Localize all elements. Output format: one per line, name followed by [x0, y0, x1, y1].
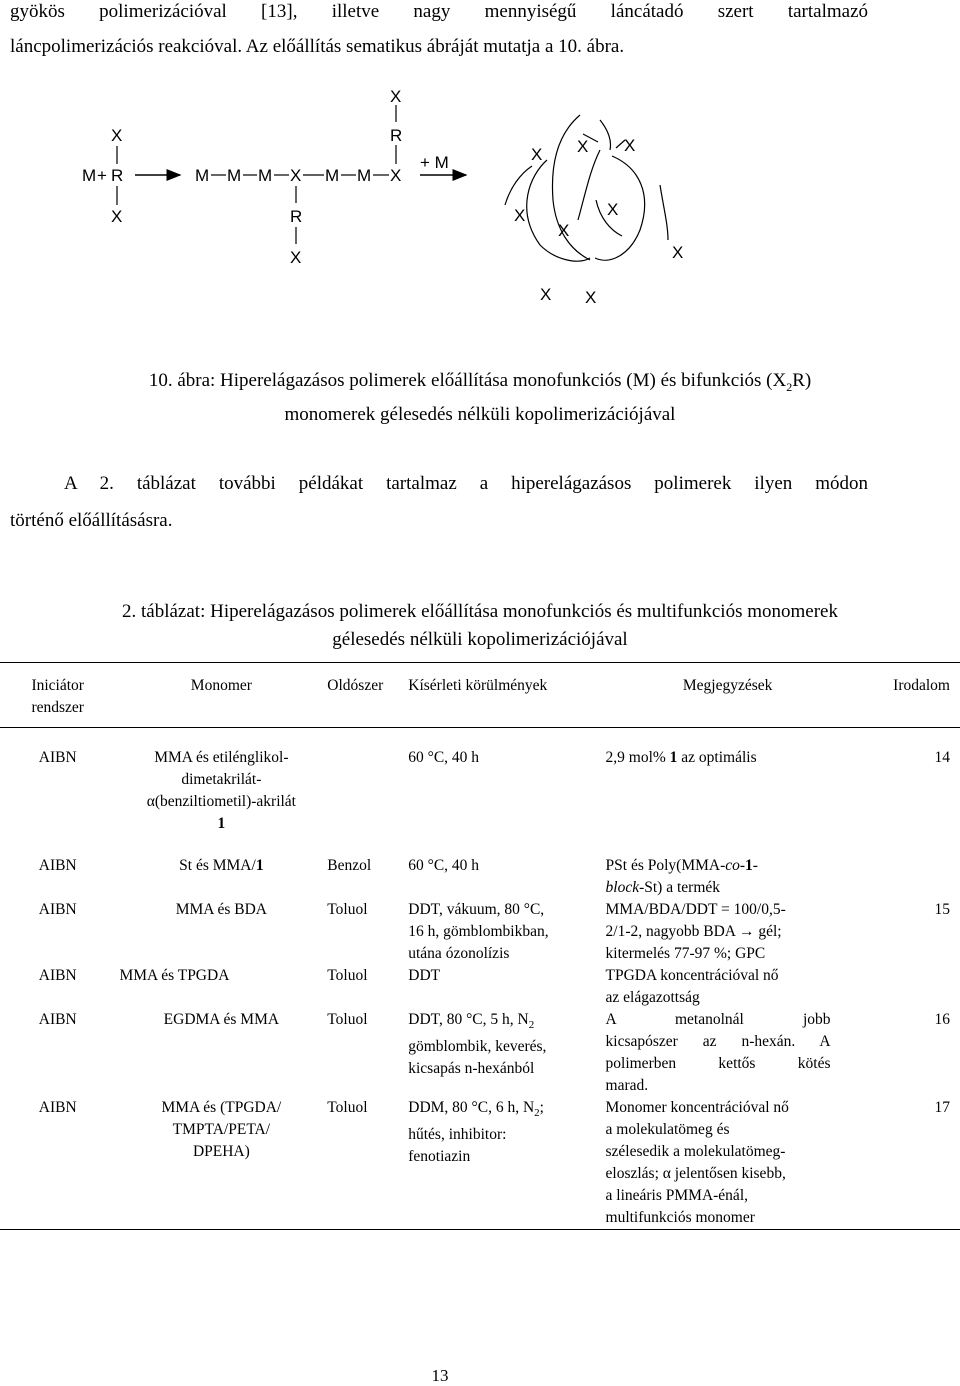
- cell-initiator: AIBN: [38, 967, 77, 984]
- cell-monomer: [115, 855, 327, 899]
- header-conditions: Kísérleti körülmények: [408, 677, 548, 694]
- cell-solvent: Toluol: [327, 1011, 368, 1028]
- table-row: [0, 899, 960, 965]
- cell-monomer-line1: MMA és (TPGDA/: [161, 1099, 282, 1116]
- cell-solvent: Toluol: [327, 1099, 368, 1116]
- cell-notes-part2: -: [739, 857, 746, 874]
- scheme-x1: X: [111, 126, 123, 145]
- cell-solvent: Toluol: [327, 967, 368, 984]
- cell-conditions-line2: hűtés, inhibitor:: [408, 1126, 507, 1144]
- cell-notes: [606, 965, 850, 1009]
- cell-conditions-post: ;: [539, 1099, 544, 1116]
- cell-notes-line3: polimerben kettős kötés: [605, 1055, 831, 1072]
- scheme-m6: M: [357, 166, 372, 185]
- cell-notes-line2: 2/1-2, nagyobb BDA → gél;: [605, 923, 782, 940]
- header-initiator-2: rendszer: [31, 699, 84, 716]
- cell-monomer: MMA és BDA: [175, 901, 267, 918]
- table-caption-line1: 2. táblázat: Hiperelágazásos polimerek előállítása monofunkciós és multifunkciós monomerek: [122, 601, 838, 622]
- cell-reference: [850, 855, 960, 899]
- cell-initiator: AIBN: [38, 1011, 77, 1028]
- cell-notes: [606, 899, 850, 965]
- cell-initiator: AIBN: [38, 901, 77, 918]
- cell-conditions: 60 °C, 40 h: [408, 749, 480, 766]
- cell-reference: 14: [934, 749, 950, 766]
- cell-conditions: [408, 1097, 605, 1230]
- paragraph2-line-2: történő előállításásra.: [10, 510, 173, 531]
- cell-notes-line2: a molekulatömeg és: [605, 1121, 730, 1138]
- cell-conditions-line2: 16 h, gömblombikban,: [408, 923, 549, 940]
- intro-line-2: láncpolimerizációs reakcióval. Az előállítás sematikus ábráját mutatja a 10. ábra.: [10, 36, 625, 57]
- cell-notes: [606, 1097, 850, 1230]
- scheme-x11: X: [558, 221, 570, 240]
- header-monomer: Monomer: [190, 677, 252, 694]
- cell-conditions-line1: DDT, vákuum, 80 °C,: [408, 901, 545, 918]
- cell-monomer-line4: 1: [217, 815, 226, 832]
- cell-conditions: 60 °C, 40 h: [408, 857, 480, 874]
- cell-conditions: DDT: [408, 967, 441, 984]
- cell-notes: [606, 855, 850, 899]
- scheme-r1: R: [111, 166, 124, 185]
- cell-reference: [850, 965, 960, 1009]
- cell-conditions-line3: fenotiazin: [408, 1148, 471, 1166]
- cell-conditions-sub: 2: [534, 1107, 540, 1120]
- cell-initiator: AIBN: [38, 857, 77, 874]
- cell-solvent: Toluol: [327, 901, 368, 918]
- header-solvent: Oldószer: [327, 677, 384, 694]
- scheme-m5: M: [325, 166, 340, 185]
- cell-monomer-line1: MMA és etilénglikol-: [154, 749, 289, 766]
- cell-notes-line1: A metanolnál jobb: [605, 1011, 831, 1028]
- scheme-x5: X: [290, 248, 302, 267]
- cell-solvent: [327, 728, 408, 856]
- cell-notes: [606, 728, 850, 856]
- cell-notes-bold: 1: [669, 749, 678, 766]
- intro-line-1: gyökös polimerizációval [13], illetve nagy mennyiségű láncátadó szert tartalmazó: [10, 1, 868, 22]
- cell-reference: 16: [934, 1011, 950, 1028]
- cell-conditions-line1: DDM, 80 °C, 6 h, N: [408, 1099, 535, 1116]
- cell-monomer: [115, 728, 327, 856]
- table-caption: [0, 598, 960, 654]
- table-row: [0, 855, 960, 899]
- figure-caption-sub: 2: [786, 379, 793, 394]
- cell-conditions-line1: DDT, 80 °C, 5 h, N: [408, 1011, 529, 1028]
- paragraph2-line-1: A 2. táblázat további példákat tartalmaz a hiperelágazásos polimerek ilyen módon: [64, 473, 868, 494]
- scheme-m2: M: [195, 166, 210, 185]
- scheme-x8: X: [577, 137, 589, 156]
- cell-notes-line2: kicsapószer az n-hexán. A: [605, 1033, 831, 1050]
- cell-notes-pre: 2,9 mol%: [605, 749, 670, 766]
- cell-notes-italic2: block: [605, 879, 640, 896]
- cell-reference: 15: [934, 901, 950, 918]
- scheme-x12: X: [607, 200, 619, 219]
- scheme-m3: M: [227, 166, 242, 185]
- scheme-r2: R: [290, 207, 303, 226]
- scheme-m1: M: [82, 166, 97, 185]
- scheme-x15: X: [585, 288, 597, 307]
- header-initiator: [0, 663, 115, 728]
- cell-monomer: MMA és TPGDA: [119, 967, 230, 984]
- scheme-x7: X: [531, 145, 543, 164]
- cell-notes-line1: Monomer koncentrációval nő: [605, 1099, 789, 1116]
- cell-notes-line2: az elágazottság: [605, 989, 700, 1006]
- cell-notes-line3: kitermelés 77-97 %; GPC: [605, 945, 766, 962]
- cell-monomer: [115, 1097, 327, 1230]
- header-reference: Irodalom: [893, 677, 950, 694]
- cell-notes-post: az optimális: [677, 749, 757, 766]
- cell-notes-part3: -: [752, 857, 758, 874]
- table-row: [0, 965, 960, 1009]
- header-initiator-1: Iniciátor: [31, 677, 84, 694]
- figure-caption-line1-pre: 10. ábra: Hiperelágazásos polimerek előállítása monofunkciós (M) és bifunkciós (X: [148, 370, 787, 391]
- table-row: [0, 1009, 960, 1097]
- data-table: [0, 662, 960, 1230]
- cell-notes-line3: szélesedik a molekulatömeg-: [605, 1143, 786, 1160]
- cell-monomer-pre: St és MMA/: [179, 857, 256, 874]
- cell-notes-line4: marad.: [605, 1077, 649, 1094]
- scheme-x14: X: [540, 285, 552, 304]
- header-notes: Megjegyzések: [682, 677, 773, 694]
- page-number: 13: [431, 1366, 449, 1385]
- cell-monomer-line3: DPEHA): [192, 1143, 250, 1160]
- figure-caption-line2: monomerek gélesedés nélküli kopolimerizációjával: [284, 403, 676, 425]
- cell-notes-line1: MMA/BDA/DDT = 100/0,5-: [605, 901, 786, 918]
- cell-conditions-line3: utána ózonolízis: [408, 945, 510, 962]
- cell-monomer-line3: α(benziltiometil)-akrilát: [146, 793, 296, 810]
- scheme-x4: X: [390, 166, 402, 185]
- cell-notes-line5: a lineáris PMMA-énál,: [605, 1187, 748, 1204]
- scheme-r3: R: [390, 126, 403, 145]
- scheme-x6: X: [390, 87, 402, 106]
- scheme-x2: X: [111, 207, 123, 226]
- cell-notes-line6: multifunkciós monomer: [605, 1209, 755, 1226]
- scheme-x10: X: [514, 206, 526, 225]
- cell-reference: 17: [934, 1099, 950, 1116]
- scheme-x3: X: [290, 166, 302, 185]
- table-header-row: [0, 663, 960, 728]
- cell-conditions-line3: kicsapás n-hexánból: [408, 1060, 535, 1078]
- table-caption-line2: gélesedés nélküli kopolimerizációjával: [332, 629, 628, 650]
- cell-monomer-bold: 1: [255, 857, 264, 874]
- cell-monomer-line2: dimetakrilát-: [181, 771, 262, 788]
- cell-conditions: [408, 1009, 605, 1097]
- figure-caption: [0, 367, 960, 429]
- scheme-plus-m: + M: [420, 153, 449, 172]
- cell-notes-italic1: co: [725, 857, 740, 874]
- cell-monomer: EGDMA és MMA: [163, 1011, 280, 1028]
- figure-caption-line1-post: R): [792, 370, 812, 391]
- scheme-plus1: +: [97, 166, 107, 185]
- cell-conditions: [408, 899, 605, 965]
- cell-notes: [606, 1009, 850, 1097]
- cell-notes-line1: TPGDA koncentrációval nő: [605, 967, 779, 984]
- cell-notes-part4: -St) a termék: [639, 879, 721, 896]
- table-row: [0, 1097, 960, 1230]
- scheme-x13: X: [672, 243, 684, 262]
- cell-notes-part1: PSt és Poly(MMA-: [605, 857, 726, 874]
- cell-conditions-line2: gömblombik, keverés,: [408, 1038, 547, 1056]
- cell-initiator: AIBN: [38, 749, 77, 766]
- cell-monomer-line2: TMPTA/PETA/: [172, 1121, 271, 1138]
- reaction-scheme: [0, 60, 960, 390]
- scheme-x9: X: [624, 136, 636, 155]
- cell-initiator: AIBN: [38, 1099, 77, 1116]
- table-row: [0, 728, 960, 856]
- cell-notes-bold: 1: [745, 857, 753, 874]
- cell-conditions-sub: 2: [528, 1019, 535, 1032]
- cell-solvent: Benzol: [327, 857, 372, 874]
- scheme-m4: M: [258, 166, 273, 185]
- cell-notes-line4: eloszlás; α jelentősen kisebb,: [605, 1165, 786, 1182]
